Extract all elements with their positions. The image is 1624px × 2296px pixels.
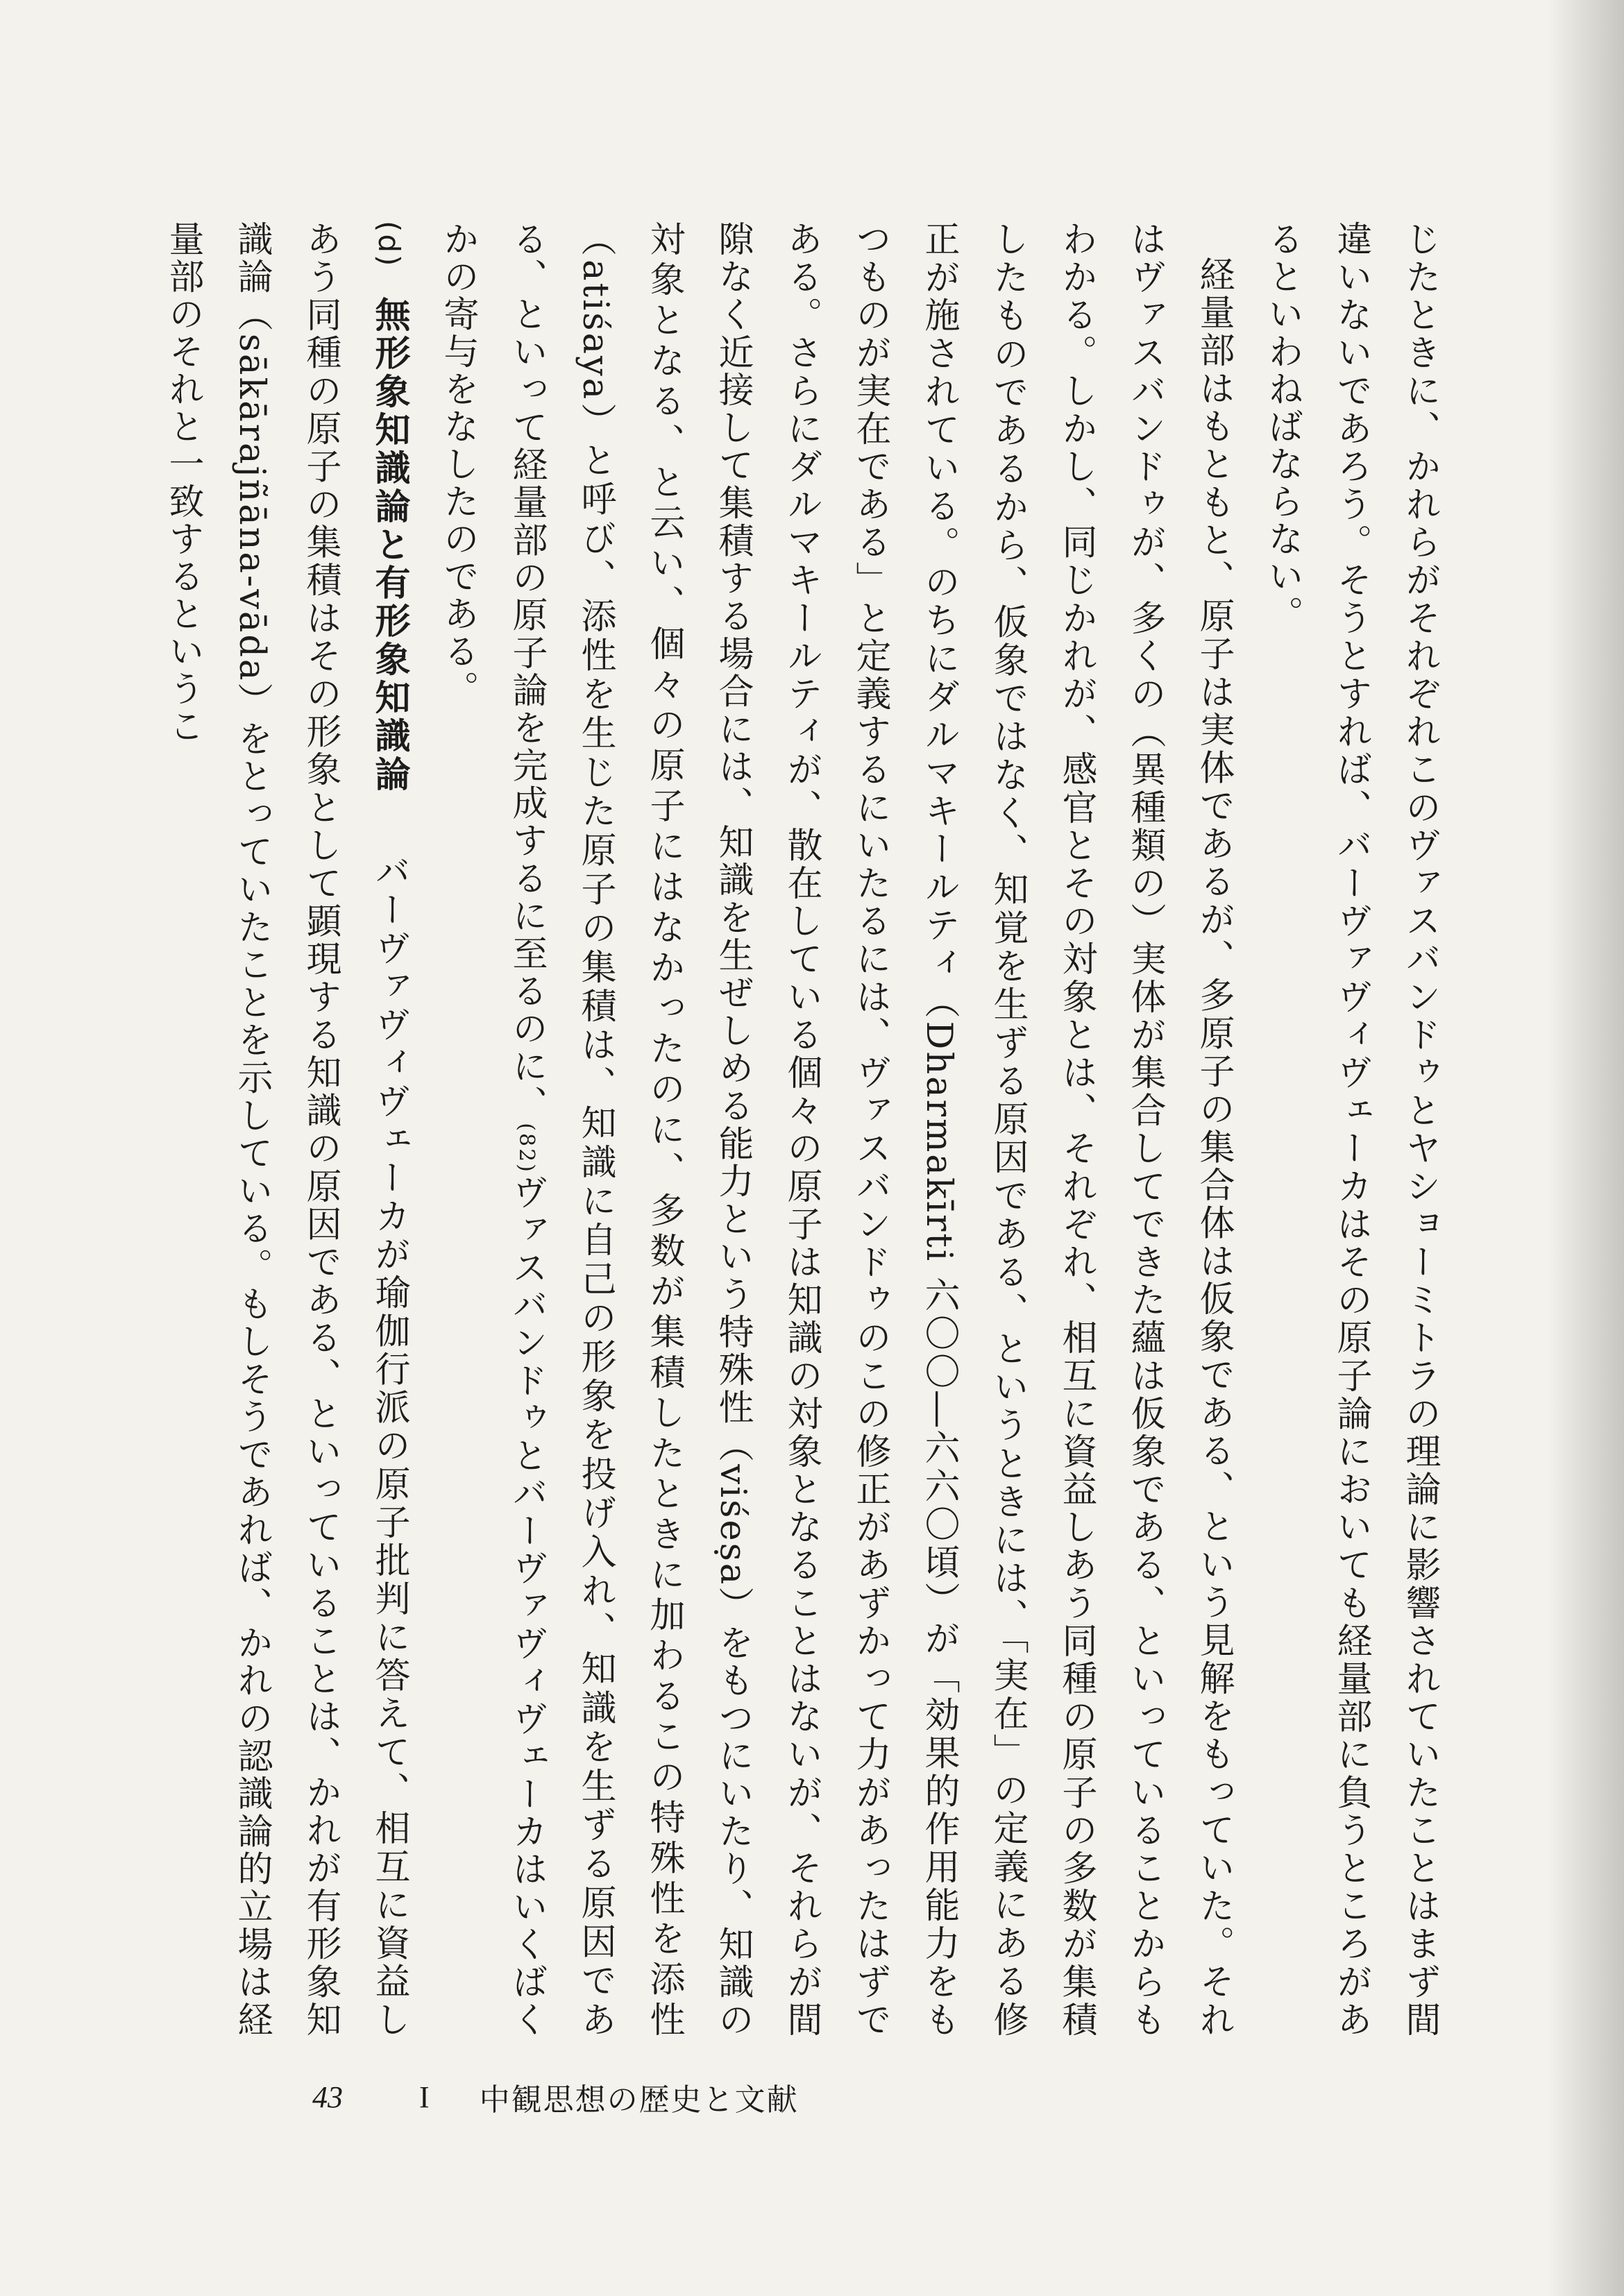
page-number: 43 xyxy=(312,2080,343,2114)
note-reference: (82) xyxy=(514,1123,539,1174)
chapter-number: I xyxy=(419,2080,430,2114)
paragraph-2 xyxy=(423,221,1248,2039)
section-title: 無形象知識論と有形象知識論 xyxy=(369,296,409,794)
paragraph-2-continuation: ヴァスバンドゥとバーヴァヴィヴェーカはいくばくかの寄与をなしたのである。 xyxy=(437,221,547,2039)
page-footer xyxy=(312,2076,799,2118)
paragraph-3: バーヴァヴィヴェーカが瑜伽行派の原子批判に答えて、相互に資益しあう同種の原子の集積はその形象として顕現する知識の原因である、といっていることは、かれが有形象知識論（sākārajñāna-vāda）をとっていたことを示している。もしそうであれば、かれの認識論的立場は経量部のそれと一致するというこ xyxy=(162,221,409,2039)
section-label: (d) xyxy=(372,221,406,269)
vertical-text-body xyxy=(162,221,1454,2039)
chapter-title: 中観思想の歴史と文献 xyxy=(479,2082,799,2118)
paragraph-1: じたときに、かれらがそれぞれこのヴァスバンドゥとヤショーミトラの理論に影響されていたことはまず間違いないであろう。そうとすれば、バーヴァヴィヴェーカはその原子論においても経量部に負うところがあるといわねばならない。 xyxy=(1262,221,1440,2039)
scan-shadow-edge xyxy=(1548,0,1624,2296)
paragraph-2-text: 経量部はもともと、原子は実体であるが、多原子の集合体は仮象である、という見解をもっていた。それはヴァスバンドゥが、多くの（異種類の）実体が集合してできた蘊は仮象である、といっていることからもわかる。しかし、同じかれが、感官とその対象とは、それぞれ、相互に資益しあう同種の原子の多数が集積したものであるから、仮象ではなく、知覚を生ずる原因である、というときには、「実在」の定義にある修正が施されている。のちにダルマキールティ（Dharmakīrti 六〇〇―六六〇頃）が「効果的作用能力をもつものが実在である」と定義するにいたるには、ヴァスバンドゥのこの修正があずかって力があったはずである。さらにダルマキールティが、散在している個々の原子は知識の対象となることはないが、それらが間隙なく近接して集積する場合には、知識を生ぜしめる能力という特殊性（viśeṣa）をもつにいたり、知識の対象となる、と云い、個々の原子にはなかったのに、多数が集積したときに加わるこの特殊性を添性（atiśaya）と呼び、添性を生じた原子の集積は、知識に自己の形象を投げ入れ、知識を生ずる原因である、といって経量部の原子論を完成するに至るのに、 xyxy=(506,221,1234,2039)
section-d xyxy=(149,221,423,2039)
